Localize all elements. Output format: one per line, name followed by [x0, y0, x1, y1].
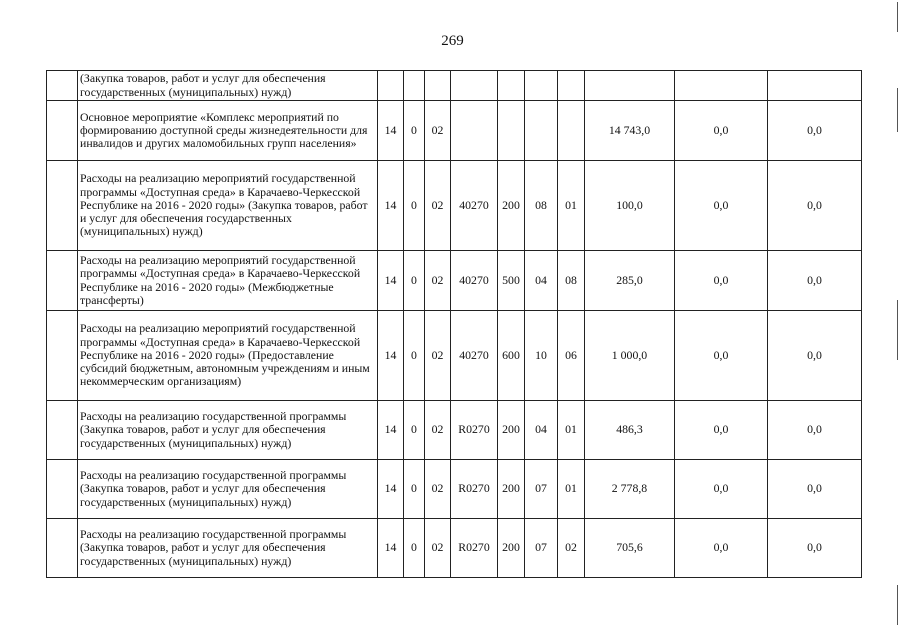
code-cell — [525, 71, 558, 101]
amount-cell: 0,0 — [768, 460, 862, 519]
row-description: Основное мероприятие «Комплекс мероприятий по формированию доступной среды жизнедеятельности для инвалидов и других маломобильных групп населения» — [78, 101, 378, 161]
code-cell: 200 — [498, 519, 525, 578]
code-cell: R0270 — [451, 460, 498, 519]
table-row — [47, 251, 862, 311]
code-cell: R0270 — [451, 519, 498, 578]
code-cell — [498, 101, 525, 161]
row-number-cell — [47, 161, 78, 251]
code-cell: 200 — [498, 460, 525, 519]
amount-cell: 2 778,8 — [585, 460, 675, 519]
code-cell — [498, 71, 525, 101]
amount-cell: 0,0 — [768, 519, 862, 578]
code-cell: 14 — [378, 251, 404, 311]
amount-cell — [585, 71, 675, 101]
row-description: Расходы на реализацию государственной программы (Закупка товаров, работ и услуг для обеспечения государственных (муниципальных) нужд) — [78, 401, 378, 460]
code-cell: R0270 — [451, 401, 498, 460]
table-row — [47, 71, 862, 101]
code-cell: 08 — [558, 251, 585, 311]
code-cell: 40270 — [451, 251, 498, 311]
amount-cell: 0,0 — [675, 251, 768, 311]
code-cell: 200 — [498, 401, 525, 460]
code-cell: 01 — [558, 460, 585, 519]
row-description: Расходы на реализацию государственной программы (Закупка товаров, работ и услуг для обеспечения государственных (муниципальных) нужд) — [78, 519, 378, 578]
row-description: Расходы на реализацию мероприятий государственной программы «Доступная среда» в Карачаево-Черкесской Республике на 2016 - 2020 годы» (Межбюджетные трансферты) — [78, 251, 378, 311]
row-number-cell — [47, 71, 78, 101]
code-cell: 500 — [498, 251, 525, 311]
table-row — [47, 401, 862, 460]
code-cell: 0 — [404, 311, 425, 401]
amount-cell: 0,0 — [675, 311, 768, 401]
code-cell: 14 — [378, 519, 404, 578]
code-cell: 01 — [558, 401, 585, 460]
table-row — [47, 161, 862, 251]
code-cell: 600 — [498, 311, 525, 401]
code-cell: 0 — [404, 251, 425, 311]
amount-cell: 0,0 — [675, 460, 768, 519]
code-cell: 02 — [558, 519, 585, 578]
amount-cell: 0,0 — [768, 251, 862, 311]
code-cell: 14 — [378, 311, 404, 401]
code-cell: 07 — [525, 460, 558, 519]
code-cell — [404, 71, 425, 101]
code-cell: 04 — [525, 401, 558, 460]
amount-cell — [768, 71, 862, 101]
code-cell — [451, 71, 498, 101]
row-number-cell — [47, 460, 78, 519]
code-cell: 08 — [525, 161, 558, 251]
code-cell: 0 — [404, 401, 425, 460]
amount-cell: 0,0 — [768, 401, 862, 460]
amount-cell: 0,0 — [768, 101, 862, 161]
row-number-cell — [47, 311, 78, 401]
code-cell: 14 — [378, 401, 404, 460]
row-description: (Закупка товаров, работ и услуг для обеспечения государственных (муниципальных) нужд) — [78, 71, 378, 101]
code-cell: 01 — [558, 161, 585, 251]
table-row — [47, 101, 862, 161]
scan-edge-mark — [897, 300, 898, 360]
code-cell: 10 — [525, 311, 558, 401]
code-cell: 02 — [425, 460, 451, 519]
code-cell: 0 — [404, 101, 425, 161]
scan-edge-mark — [897, 585, 898, 625]
code-cell: 14 — [378, 161, 404, 251]
code-cell — [451, 101, 498, 161]
budget-table — [46, 70, 862, 578]
code-cell: 0 — [404, 460, 425, 519]
code-cell: 02 — [425, 401, 451, 460]
amount-cell: 285,0 — [585, 251, 675, 311]
code-cell: 02 — [425, 251, 451, 311]
code-cell: 02 — [425, 161, 451, 251]
code-cell: 200 — [498, 161, 525, 251]
code-cell: 40270 — [451, 311, 498, 401]
table-row — [47, 311, 862, 401]
code-cell — [558, 71, 585, 101]
amount-cell: 0,0 — [768, 161, 862, 251]
row-number-cell — [47, 251, 78, 311]
code-cell: 07 — [525, 519, 558, 578]
amount-cell: 0,0 — [675, 161, 768, 251]
code-cell: 02 — [425, 101, 451, 161]
code-cell: 14 — [378, 460, 404, 519]
scan-edge-mark — [897, 88, 898, 132]
amount-cell: 100,0 — [585, 161, 675, 251]
code-cell — [378, 71, 404, 101]
scan-edge-mark — [897, 2, 898, 32]
table-row — [47, 519, 862, 578]
code-cell: 02 — [425, 311, 451, 401]
code-cell: 0 — [404, 161, 425, 251]
amount-cell: 0,0 — [675, 519, 768, 578]
code-cell — [425, 71, 451, 101]
row-number-cell — [47, 519, 78, 578]
table-row — [47, 460, 862, 519]
page-number: 269 — [441, 33, 464, 49]
row-number-cell — [47, 101, 78, 161]
amount-cell: 486,3 — [585, 401, 675, 460]
amount-cell: 0,0 — [675, 401, 768, 460]
row-description: Расходы на реализацию государственной программы (Закупка товаров, работ и услуг для обеспечения государственных (муниципальных) нужд) — [78, 460, 378, 519]
code-cell — [525, 101, 558, 161]
row-number-cell — [47, 401, 78, 460]
code-cell: 40270 — [451, 161, 498, 251]
code-cell — [558, 101, 585, 161]
code-cell: 06 — [558, 311, 585, 401]
row-description: Расходы на реализацию мероприятий государственной программы «Доступная среда» в Карачаево-Черкесской Республике на 2016 - 2020 годы» (Предоставление субсидий бюджетным, автономным учреждениям и иным некоммерческим организациям) — [78, 311, 378, 401]
amount-cell: 14 743,0 — [585, 101, 675, 161]
code-cell: 0 — [404, 519, 425, 578]
row-description: Расходы на реализацию мероприятий государственной программы «Доступная среда» в Карачаево-Черкесской Республике на 2016 - 2020 годы» (Закупка товаров, работ и услуг для обеспечения государственных (муниципальных) нужд) — [78, 161, 378, 251]
amount-cell: 705,6 — [585, 519, 675, 578]
amount-cell: 0,0 — [675, 101, 768, 161]
code-cell: 14 — [378, 101, 404, 161]
amount-cell — [675, 71, 768, 101]
code-cell: 02 — [425, 519, 451, 578]
code-cell: 04 — [525, 251, 558, 311]
amount-cell: 0,0 — [768, 311, 862, 401]
amount-cell: 1 000,0 — [585, 311, 675, 401]
